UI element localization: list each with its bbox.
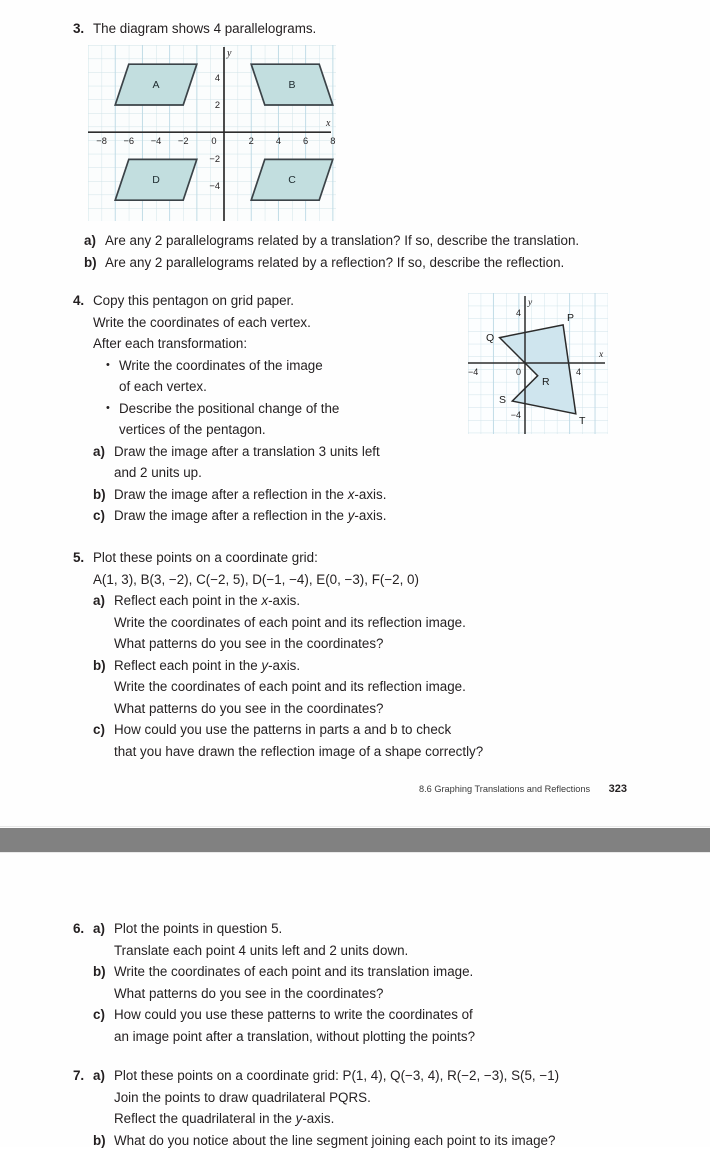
bullet-icon: •: [106, 398, 119, 420]
question-7-part-b: [93, 1130, 559, 1151]
question-7: [62, 1065, 559, 1151]
part-text: Join the points to draw quadrilateral PQRS.: [114, 1087, 559, 1109]
parallelograms-figure: [88, 45, 336, 221]
part-text: What do you notice about the line segment joining each point to its image?: [114, 1130, 555, 1151]
question-4-part-a: [93, 441, 386, 484]
part-label: c): [93, 505, 110, 527]
question-5-part-b: [93, 655, 483, 720]
part-text: Reflect each point in the x-axis.: [114, 590, 466, 612]
part-text: and 2 units up.: [114, 462, 380, 484]
bullet-text: vertices of the pentagon.: [119, 419, 339, 441]
svg-text:2: 2: [215, 100, 220, 110]
svg-text:4: 4: [516, 308, 521, 318]
part-text: Write the coordinates of each point and its reflection image.: [114, 676, 466, 698]
question-5-stem-line-1: Plot these points on a coordinate grid:: [93, 547, 483, 569]
question-4-bullet-2: [106, 398, 386, 441]
page-footer: [419, 783, 627, 795]
svg-text:D: D: [152, 174, 160, 186]
part-label: b): [84, 252, 101, 274]
y-axis-label: y: [226, 48, 232, 59]
part-text: Are any 2 parallelograms related by a translation? If so, describe the translation.: [105, 230, 579, 252]
svg-text:−4: −4: [151, 136, 162, 146]
question-4-stem-line-3: After each transformation:: [93, 333, 386, 355]
part-text: an image point after a translation, without plotting the points?: [114, 1026, 475, 1048]
svg-text:8: 8: [330, 136, 335, 146]
page-separator-band: [0, 828, 710, 852]
question-4-part-b: [93, 484, 386, 506]
question-6-number: 6.: [62, 918, 84, 940]
band-top-hairline: [0, 826, 710, 827]
part-text: Plot these points on a coordinate grid: P(1, 4), Q(−3, 4), R(−2, −3), S(5, −1): [114, 1065, 559, 1087]
svg-text:4: 4: [576, 367, 581, 377]
footer-section-title: 8.6 Graphing Translations and Reflections: [419, 784, 590, 794]
part-text: Draw the image after a reflection in the x-axis.: [114, 484, 386, 506]
pentagon-figure: [468, 293, 608, 434]
part-text: What patterns do you see in the coordinates?: [114, 983, 473, 1005]
question-5-number: 5.: [62, 547, 84, 569]
x-axis-label: x: [325, 118, 331, 129]
x-axis-label: x: [598, 350, 604, 360]
part-text: Reflect the quadrilateral in the y-axis.: [114, 1108, 559, 1130]
question-6-part-b: [93, 961, 475, 1004]
vertex-label-Q: Q: [486, 332, 494, 344]
question-5: [62, 547, 483, 762]
part-text: Write the coordinates of each point and its translation image.: [114, 961, 473, 983]
svg-text:−4: −4: [511, 410, 521, 420]
svg-text:−8: −8: [96, 136, 107, 146]
part-label: b): [93, 655, 110, 677]
question-6-part-a: [93, 918, 475, 961]
question-4-bullet-1: [106, 355, 386, 398]
question-4: [62, 290, 386, 527]
part-text: Plot the points in question 5.: [114, 918, 408, 940]
parallelograms-svg: [88, 45, 336, 221]
svg-text:B: B: [288, 79, 295, 91]
part-text: Draw the image after a reflection in the y-axis.: [114, 505, 386, 527]
part-text: Draw the image after a translation 3 units left: [114, 441, 380, 463]
part-label: b): [93, 1130, 110, 1151]
svg-text:0: 0: [211, 136, 216, 146]
question-3-parts: [84, 230, 579, 273]
svg-text:6: 6: [303, 136, 308, 146]
question-4-number: 4.: [62, 290, 84, 312]
question-4-stem-line-2: Write the coordinates of each vertex.: [93, 312, 386, 334]
svg-text:4: 4: [276, 136, 281, 146]
question-4-stem-line-1: Copy this pentagon on grid paper.: [93, 290, 386, 312]
svg-text:2: 2: [249, 136, 254, 146]
bullet-icon: •: [106, 355, 119, 377]
vertex-label-S: S: [499, 394, 506, 406]
part-label: b): [93, 484, 110, 506]
part-label: b): [93, 961, 110, 983]
vertex-label-R: R: [542, 376, 550, 388]
svg-text:−2: −2: [178, 136, 189, 146]
question-4-part-c: [93, 505, 386, 527]
part-label: a): [93, 918, 110, 940]
question-5-points: A(1, 3), B(3, −2), C(−2, 5), D(−1, −4), E(0, −3), F(−2, 0): [93, 569, 483, 591]
part-text: What patterns do you see in the coordinates?: [114, 633, 466, 655]
bullet-text: Write the coordinates of the image: [119, 355, 323, 377]
question-5-part-c: [93, 719, 483, 762]
page-number: 323: [609, 783, 627, 795]
part-label: c): [93, 719, 110, 741]
part-text: Are any 2 parallelograms related by a reflection? If so, describe the reflection.: [105, 252, 564, 274]
question-7-number: 7.: [62, 1065, 84, 1087]
svg-text:−2: −2: [209, 154, 220, 164]
question-6-part-c: [93, 1004, 475, 1047]
part-label: a): [93, 441, 110, 463]
question-5-part-a: [93, 590, 483, 655]
part-label: a): [84, 230, 101, 252]
svg-text:−6: −6: [123, 136, 134, 146]
question-3: [62, 18, 316, 40]
part-label: a): [93, 590, 110, 612]
question-3-stem: The diagram shows 4 parallelograms.: [93, 18, 316, 40]
question-3-number: 3.: [62, 18, 84, 40]
svg-text:−4: −4: [209, 181, 220, 191]
svg-text:0: 0: [516, 367, 521, 377]
part-text: What patterns do you see in the coordinates?: [114, 698, 466, 720]
part-text: Write the coordinates of each point and its reflection image.: [114, 612, 466, 634]
question-3-part-b: [84, 252, 579, 274]
svg-text:C: C: [288, 174, 296, 186]
part-label: c): [93, 1004, 110, 1026]
svg-text:4: 4: [215, 73, 220, 83]
y-axis-label: y: [527, 298, 533, 308]
question-6: [62, 918, 475, 1047]
part-text: Reflect each point in the y-axis.: [114, 655, 466, 677]
band-bottom-hairline: [0, 852, 710, 853]
svg-text:−4: −4: [468, 367, 478, 377]
bullet-text: of each vertex.: [119, 376, 323, 398]
part-label: a): [93, 1065, 110, 1087]
svg-text:A: A: [152, 79, 159, 91]
question-3-part-a: [84, 230, 579, 252]
bullet-text: Describe the positional change of the: [119, 398, 339, 420]
part-text: Translate each point 4 units left and 2 units down.: [114, 940, 408, 962]
part-text: How could you use these patterns to write the coordinates of: [114, 1004, 475, 1026]
vertex-label-P: P: [567, 312, 574, 324]
part-text: that you have drawn the reflection image of a shape correctly?: [114, 741, 483, 763]
part-text: How could you use the patterns in parts a and b to check: [114, 719, 483, 741]
pentagon-svg: [468, 293, 608, 434]
vertex-label-T: T: [579, 415, 586, 427]
question-7-part-a: [93, 1065, 559, 1130]
